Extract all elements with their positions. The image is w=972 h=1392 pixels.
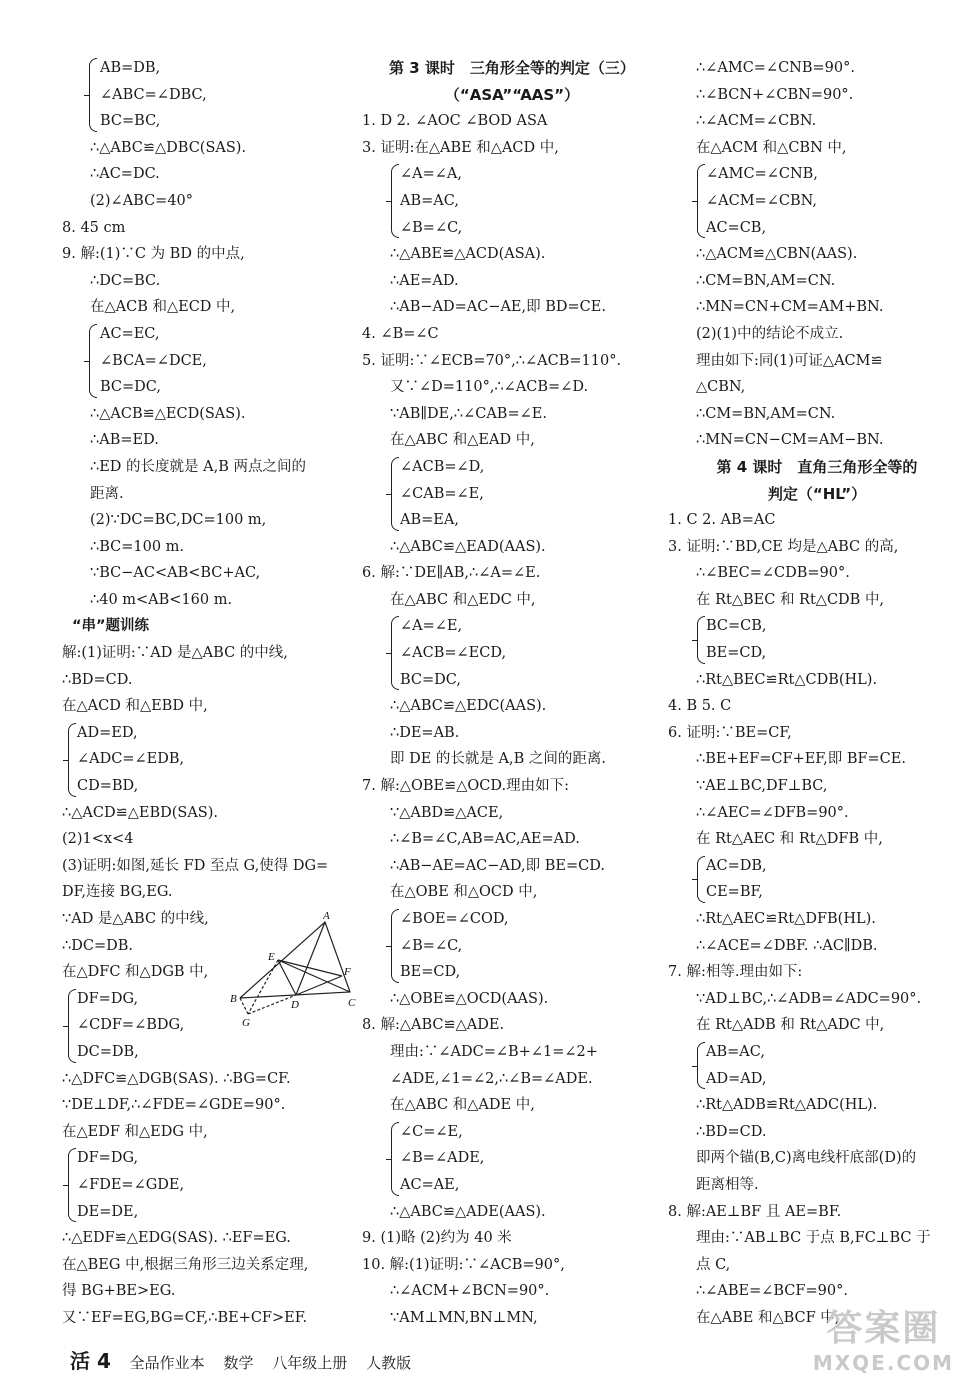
- answer-9: 9. 解:(1)∵C 为 BD 的中点,: [62, 246, 245, 263]
- text-line: 即两个锚(B,C)离电线杆底部(D)的: [696, 1150, 917, 1167]
- text-line: CD=BD,: [77, 778, 139, 795]
- answer-4-5: 4. B 5. C: [668, 698, 732, 715]
- text-line: 在△ACB 和△ECD 中,: [90, 299, 236, 316]
- brace-group: [668, 161, 966, 241]
- text-line: 理由如下:同(1)可证△ACM≌: [696, 352, 883, 369]
- label-a: A: [323, 910, 330, 922]
- text-line: 在 Rt△BEC 和 Rt△CDB 中,: [696, 591, 885, 608]
- text-line: ∴Rt△BEC≌Rt△CDB(HL).: [696, 671, 878, 688]
- brace-group: [362, 613, 662, 693]
- answer-9: 9. (1)略 (2)约为 40 米: [362, 1230, 512, 1247]
- answer-1-2: 1. D 2. ∠AOC ∠BOD ASA: [362, 113, 548, 130]
- text-line: 在△ABE 和△BCF 中,: [696, 1309, 840, 1326]
- answer-1-2: 1. C 2. AB=AC: [668, 512, 776, 529]
- text-line: 在 Rt△ADB 和 Rt△ADC 中,: [696, 1017, 885, 1034]
- triangle-abc: [240, 922, 350, 998]
- text-line: ∴MN=CN+CM=AM+BN.: [696, 299, 884, 316]
- text-line: (2)∠ABC=40°: [90, 192, 194, 209]
- text-line: ∴∠B=∠C,AB=AC,AE=AD.: [390, 831, 580, 848]
- text-line: ∴CM=BN,AM=CN.: [696, 405, 836, 422]
- text-line: DF=DG,: [77, 990, 139, 1007]
- section-heading: “串”题训练: [72, 618, 150, 635]
- text-line: ∠C=∠E,: [400, 1123, 463, 1140]
- text-line: AD=ED,: [77, 724, 138, 741]
- text-line: ∴Rt△ADB≌Rt△ADC(HL).: [696, 1097, 878, 1114]
- text-line: AC=EC,: [100, 325, 160, 342]
- text-line: AB=DB,: [100, 60, 161, 76]
- text-line: 在△ACM 和△CBN 中,: [696, 139, 847, 156]
- label-e: E: [268, 951, 275, 963]
- text-line: ∴MN=CN−CM=AM−BN.: [696, 432, 884, 449]
- text-line: ∵AD⊥BC,∴∠ADB=∠ADC=90°.: [696, 990, 922, 1007]
- median-ad: [296, 922, 325, 995]
- text-line: ∠A=∠A,: [400, 166, 463, 183]
- text-line: 点 C,: [696, 1256, 731, 1273]
- text-line: 得 BG+BE>EG.: [62, 1283, 176, 1300]
- lesson-title: 第 4 课时 直角三角形全等的: [716, 457, 918, 476]
- text-line: 距离相等.: [696, 1176, 759, 1193]
- text-line: ∠ADC=∠EDB,: [77, 751, 185, 768]
- column-1: [62, 55, 360, 1332]
- text-line: AB=AC,: [706, 1043, 765, 1060]
- text-line: ∴∠BCN+∠CBN=90°.: [696, 86, 854, 103]
- text-line: ∴AB−AE=AC−AD,即 BE=CD.: [390, 857, 605, 874]
- text-line: 在△DFC 和△DGB 中,: [62, 964, 209, 981]
- text-line: ∵AB∥DE,∴∠CAB=∠E.: [390, 405, 547, 422]
- text-line: ∴△DFC≌△DGB(SAS). ∴BG=CF.: [62, 1070, 291, 1087]
- text-line: ∠B=∠ADE,: [400, 1150, 485, 1167]
- text-line: BC=CB,: [706, 618, 767, 635]
- answer-6: 6. 证明:∵BE=CF,: [668, 724, 792, 741]
- text-line: ∵AD 是△ABC 的中线,: [62, 911, 209, 927]
- text-line: ∴∠ACM=∠CBN.: [696, 113, 817, 130]
- text-line: ∴△ACD≌△EBD(SAS).: [62, 804, 218, 821]
- text-line: ∵AM⊥MN,BN⊥MN,: [390, 1309, 538, 1326]
- brace-group: [362, 161, 662, 241]
- text-line: ∴△ABC≌△EDC(AAS).: [390, 698, 547, 715]
- text-line: ∴AB=ED.: [90, 432, 159, 449]
- text-line: ∴BD=CD.: [696, 1123, 767, 1140]
- text-line: △CBN,: [696, 379, 746, 396]
- text-line: ∠BOE=∠COD,: [400, 911, 509, 927]
- text-line: 即 DE 的长就是 A,B 之间的距离.: [390, 751, 606, 768]
- text-line: 理由:∵AB⊥BC 于点 B,FC⊥BC 于: [696, 1230, 931, 1247]
- text-line: ∴△EDF≌△EDG(SAS). ∴EF=EG.: [62, 1230, 291, 1247]
- column-2: [362, 55, 662, 1332]
- text-line: ∵DE⊥DF,∴∠FDE=∠GDE=90°.: [62, 1097, 286, 1114]
- text-line: ∵BC−AC<AB<BC+AC,: [90, 565, 261, 582]
- answer-7: 7. 解:相等.理由如下:: [668, 964, 803, 981]
- text-line: ∴DC=BC.: [90, 272, 161, 289]
- segment-bg: [240, 998, 248, 1014]
- text-line: DF,连接 BG,EG.: [62, 884, 173, 901]
- brace-group: [362, 454, 662, 534]
- text-line: 在 Rt△AEC 和 Rt△DFB 中,: [696, 831, 883, 848]
- brace-group: [62, 55, 360, 135]
- text-line: AC=AE,: [400, 1176, 460, 1193]
- brace-group: [668, 1039, 966, 1092]
- watermark-logo-text: 答案圈: [826, 1308, 941, 1349]
- text-line: 在△OBE 和△OCD 中,: [390, 884, 538, 901]
- text-line: (2)1<x<4: [62, 831, 134, 848]
- answer-10: 10. 解:(1)证明:∵∠ACB=90°,: [362, 1256, 565, 1273]
- text-line: ∴∠AEC=∠DFB=90°.: [696, 804, 849, 821]
- label-c: C: [348, 997, 356, 1009]
- text-line: ∠B=∠C,: [400, 219, 463, 236]
- text-line: ∴BC=100 m.: [90, 538, 185, 555]
- text-line: ∠ACB=∠D,: [400, 458, 485, 475]
- text-line: DC=DB,: [77, 1043, 139, 1060]
- text-line: 在△ACD 和△EBD 中,: [62, 698, 208, 715]
- text-line: ∴△OBE≌△OCD(AAS).: [390, 990, 549, 1007]
- text-line: AB=AC,: [400, 192, 459, 209]
- text-line: ∵△ABD≌△ACE,: [390, 804, 504, 821]
- text-line: AB=EA,: [400, 512, 459, 529]
- text-line: ∴BD=CD.: [62, 671, 133, 688]
- answer-3: 3. 证明:在△ABE 和△ACD 中,: [362, 139, 559, 156]
- text-line: ∴∠AMC=∠CNB=90°.: [696, 60, 855, 76]
- brace-group: [62, 720, 360, 800]
- grade: 八年级上册: [272, 1354, 348, 1372]
- answer-4: 4. ∠B=∠C: [362, 325, 439, 342]
- text-line: ∴DC=DB.: [62, 937, 133, 954]
- text-line: 又∵EF=EG,BG=CF,∴BE+CF>EF.: [62, 1309, 308, 1326]
- segment-gd: [248, 995, 296, 1014]
- text-line: ∴AC=DC.: [90, 166, 160, 183]
- book-name: 全品作业本: [129, 1354, 205, 1372]
- lesson-subtitle: （“ASA”“AAS”）: [444, 85, 580, 104]
- text-line: ∴ED 的长度就是 A,B 两点之间的: [90, 458, 306, 475]
- text-line: CE=BF,: [706, 884, 763, 901]
- text-line: ∴∠ABE=∠BCF=90°.: [696, 1283, 848, 1300]
- text-line: AC=CB,: [706, 219, 767, 236]
- brace-group: [668, 613, 966, 666]
- text-line: AD=AD,: [706, 1070, 767, 1087]
- text-line: ∠FDE=∠GDE,: [77, 1176, 185, 1193]
- lesson-title: 第 3 课时 三角形全等的判定（三）: [389, 59, 635, 77]
- column-3: [668, 55, 966, 1332]
- text-line: ∴∠ACM+∠BCN=90°.: [390, 1283, 550, 1300]
- brace-group: [362, 1119, 662, 1199]
- text-line: ∴CM=BN,AM=CN.: [696, 272, 836, 289]
- text-line: ∠BCA=∠DCE,: [100, 352, 207, 369]
- text-line: ∠CAB=∠E,: [400, 485, 484, 502]
- answer-8: 8. 解:AE⊥BF 且 AE=BF.: [668, 1203, 842, 1220]
- segment-ed: [278, 960, 296, 995]
- text-line: 距离.: [90, 485, 124, 502]
- text-line: AC=DB,: [706, 857, 767, 874]
- brace-group: [668, 853, 966, 906]
- text-line: 在△ABC 和△EAD 中,: [390, 432, 535, 449]
- page-number: 活 4: [70, 1349, 111, 1373]
- label-f: F: [344, 966, 351, 978]
- text-line: ∴AE=AD.: [390, 272, 459, 289]
- text-line: ∴△ABE≌△ACD(ASA).: [390, 246, 546, 263]
- triangle-figure: [230, 910, 370, 1030]
- edition: 人教版: [366, 1354, 412, 1372]
- text-line: ∴40 m<AB<160 m.: [90, 591, 233, 608]
- answer-6: 6. 解:∵DE∥AB,∴∠A=∠E.: [362, 565, 541, 582]
- text-line: BE=CD,: [706, 645, 767, 662]
- answer-3: 3. 证明:∵BD,CE 均是△ABC 的高,: [668, 538, 899, 555]
- text-line: ∴BE+EF=CF+EF,即 BF=CE.: [696, 751, 906, 768]
- text-line: ∴△ACB≌△ECD(SAS).: [90, 405, 246, 422]
- answer-7: 7. 解:△OBE≌△OCD.理由如下:: [362, 778, 569, 795]
- text-line: ∴AB−AD=AC−AE,即 BD=CE.: [390, 299, 606, 316]
- text-line: 解:(1)证明:∵AD 是△ABC 的中线,: [62, 645, 288, 662]
- answer-5: 5. 证明:∵∠ECB=70°,∴∠ACB=110°.: [362, 352, 622, 369]
- text-line: 理由:∵∠ADC=∠B+∠1=∠2+: [390, 1043, 598, 1060]
- text-line: ∴∠ACE=∠DBF. ∴AC∥DB.: [696, 937, 878, 954]
- text-line: ∵AE⊥BC,DF⊥BC,: [696, 778, 828, 795]
- label-b: B: [230, 993, 237, 1005]
- text-line: ∴∠BEC=∠CDB=90°.: [696, 565, 850, 582]
- text-line: DF=DG,: [77, 1150, 139, 1167]
- text-line: (2)(1)中的结论不成立.: [696, 325, 844, 342]
- lesson-subtitle: 判定（“HL”）: [767, 484, 867, 503]
- brace-group: [62, 1145, 360, 1225]
- text-line: ∴DE=AB.: [390, 724, 460, 741]
- text-line: ∠A=∠E,: [400, 618, 463, 635]
- text-line: (3)证明:如图,延长 FD 至点 G,使得 DG=: [62, 857, 329, 874]
- label-d: D: [291, 999, 299, 1011]
- text-line: ∠ADE,∠1=∠2,∴∠B=∠ADE.: [390, 1070, 593, 1087]
- text-line: BC=DC,: [400, 671, 461, 688]
- subject: 数学: [223, 1354, 254, 1372]
- text-line: BC=BC,: [100, 113, 161, 130]
- label-g: G: [242, 1017, 250, 1029]
- text-line: 又∵∠D=110°,∴∠ACB=∠D.: [390, 379, 589, 396]
- text-line: ∴Rt△AEC≌Rt△DFB(HL).: [696, 911, 876, 927]
- text-line: ∴△ABC≌△EAD(AAS).: [390, 538, 546, 555]
- text-line: 在△ABC 和△EDC 中,: [390, 591, 536, 608]
- text-line: ∠ACB=∠ECD,: [400, 645, 507, 662]
- brace-group: [62, 321, 360, 401]
- text-line: ∠ACM=∠CBN,: [706, 192, 817, 209]
- answer-8: 8. 解:△ABC≌△ADE.: [362, 1017, 505, 1034]
- text-line: ∠ABC=∠DBC,: [100, 86, 207, 103]
- answer-8: 8. 45 cm: [62, 219, 126, 236]
- text-line: BE=CD,: [400, 964, 461, 981]
- watermark: [813, 1300, 954, 1375]
- page-footer: [70, 1345, 425, 1374]
- text-line: ∴△ABC≌△DBC(SAS).: [90, 139, 247, 156]
- text-line: DE=DE,: [77, 1203, 139, 1220]
- text-line: 在△BEG 中,根据三角形三边关系定理,: [62, 1256, 309, 1273]
- text-line: ∠CDF=∠BDG,: [77, 1017, 185, 1034]
- watermark-url: MXQE.COM: [812, 1351, 954, 1375]
- text-line: ∴△ABC≌△ADE(AAS).: [390, 1203, 546, 1220]
- text-line: BC=DC,: [100, 379, 161, 396]
- text-line: 在△ABC 和△ADE 中,: [390, 1097, 535, 1114]
- text-line: ∠B=∠C,: [400, 937, 463, 954]
- text-line: ∴△ACM≌△CBN(AAS).: [696, 246, 858, 263]
- brace-group: [362, 906, 662, 986]
- text-line: 在△EDF 和△EDG 中,: [62, 1123, 208, 1140]
- text-line: (2)∵DC=BC,DC=100 m,: [90, 512, 267, 529]
- text-line: ∠AMC=∠CNB,: [706, 166, 818, 183]
